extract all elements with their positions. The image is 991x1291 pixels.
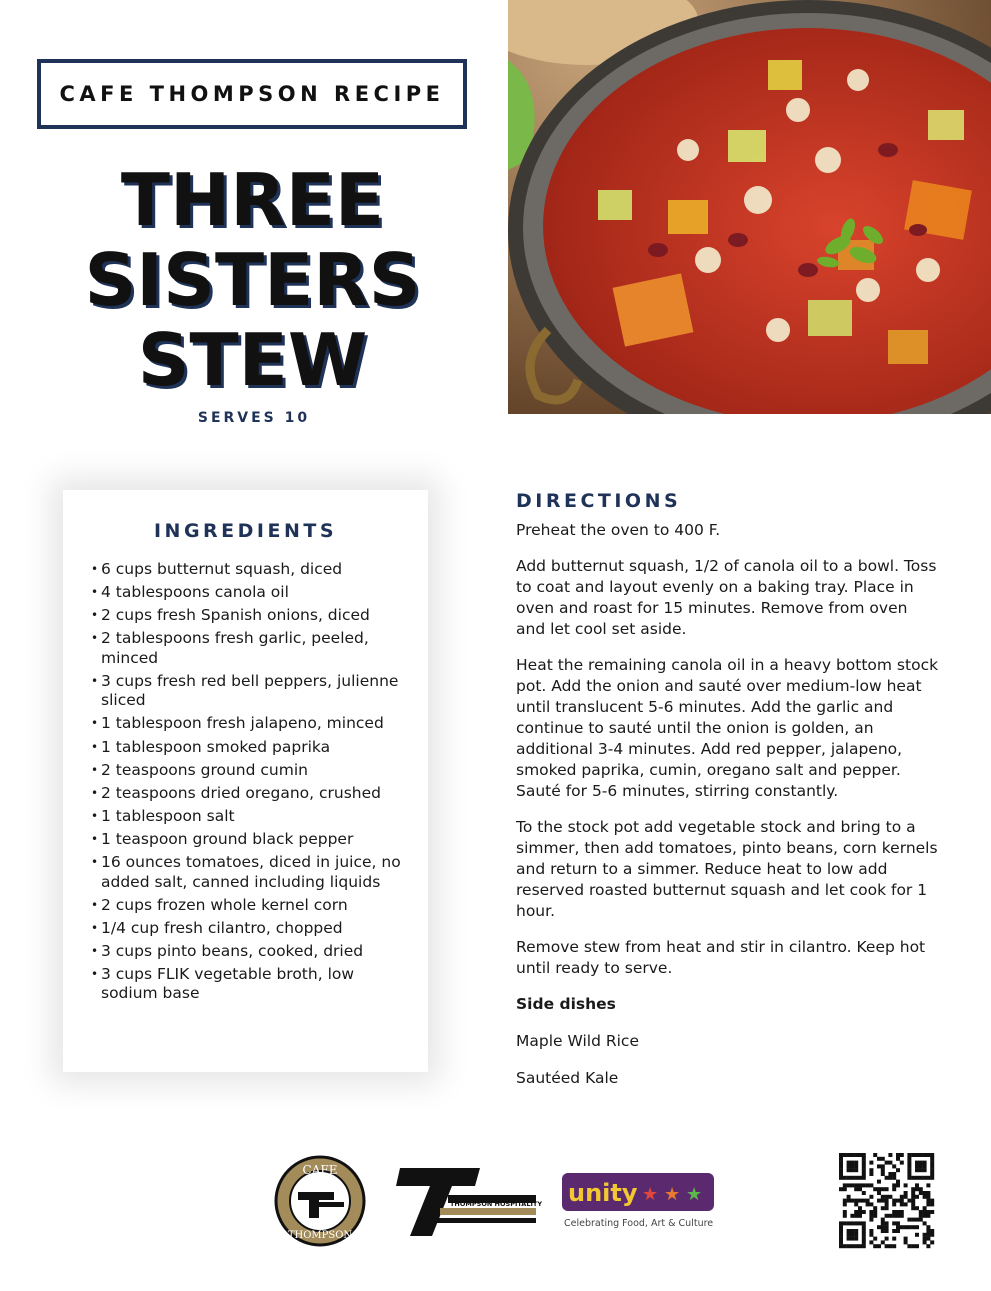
- star-icon: ★: [686, 1184, 703, 1205]
- qr-code-icon[interactable]: [839, 1153, 934, 1248]
- ingredients-card: [63, 490, 428, 1072]
- ingredient-item: • 2 teaspoons ground cumin: [91, 761, 411, 781]
- recipe-label-box: [37, 59, 467, 129]
- direction-step: Heat the remaining canola oil in a heavy bottom stock pot. Add the onion and sauté over medium-low heat until translucent 5-6 minutes. Add the garlic and continue to sauté until the onion is golden, an additional 3-4 minutes. Add red pepper, jalapeno, smoked paprika, cumin, oregano salt and pepper. Sauté for 5-6 minutes, stirring constantly.: [516, 656, 939, 800]
- title-line-1: THREE: [120, 158, 385, 242]
- footer-logos: [0, 1140, 991, 1260]
- ingredient-item: • 1 teaspoon ground black pepper: [91, 830, 411, 850]
- ingredient-item: • 2 tablespoons fresh garlic, peeled, minced: [91, 629, 411, 668]
- unity-tagline: Celebrating Food, Art & Culture: [564, 1218, 714, 1229]
- serves-label: SERVES 10: [197, 410, 311, 426]
- cafe-logo-top-text: CAFE: [302, 1163, 338, 1177]
- ingredient-item: • 2 teaspoons dried oregano, crushed: [91, 784, 411, 804]
- title-line-3: STEW: [137, 318, 368, 402]
- side-dishes-label: Side dishes: [516, 995, 616, 1013]
- ingredients-heading: INGREDIENTS: [153, 520, 338, 542]
- star-icon: ★: [642, 1184, 659, 1205]
- side-dish-item: Maple Wild Rice: [516, 1032, 639, 1050]
- directions-body: [516, 520, 941, 1104]
- stew-photo: [508, 0, 991, 414]
- ingredient-item: • 16 ounces tomatoes, diced in juice, no added salt, canned including liquids: [91, 853, 411, 892]
- recipe-title: [40, 160, 465, 400]
- ingredient-item: • 2 cups fresh Spanish onions, diced: [91, 606, 411, 626]
- ingredients-list: [91, 560, 411, 1008]
- thompson-hospitality-text: THOMPSON HOSPITALITY: [450, 1200, 543, 1208]
- cafe-thompson-logo: [276, 1157, 364, 1245]
- ingredient-item: • 3 cups fresh red bell peppers, julienne sliced: [91, 672, 411, 711]
- direction-step: To the stock pot add vegetable stock and bring to a simmer, then add tomatoes, pinto beans, corn kernels and return to a simmer. Reduce heat to low add reserved roasted butternut squash and let cook for 1 hour.: [516, 818, 938, 920]
- unity-word: unity: [568, 1179, 638, 1207]
- ingredient-item: • 1/4 cup fresh cilantro, chopped: [91, 919, 411, 939]
- ingredient-item: • 6 cups butternut squash, diced: [91, 560, 411, 580]
- ingredient-item: • 1 tablespoon salt: [91, 807, 411, 827]
- star-icon: ★: [664, 1184, 681, 1205]
- ingredient-item: • 3 cups pinto beans, cooked, dried: [91, 942, 411, 962]
- ingredient-item: • 2 cups frozen whole kernel corn: [91, 896, 411, 916]
- direction-step: Add butternut squash, 1/2 of canola oil to a bowl. Toss to coat and layout evenly on a baking tray. Place in oven and roast for 15 minutes. Remove from oven and let cool set aside.: [516, 557, 937, 638]
- unity-logo: [562, 1173, 714, 1229]
- cafe-logo-bottom-text: THOMPSON: [287, 1230, 353, 1241]
- direction-step: Preheat the oven to 400 F.: [516, 521, 721, 539]
- ingredient-item: • 4 tablespoons canola oil: [91, 583, 411, 603]
- ingredient-item: • 1 tablespoon fresh jalapeno, minced: [91, 714, 411, 734]
- directions-heading: DIRECTIONS: [516, 490, 682, 512]
- thompson-hospitality-logo: [396, 1168, 542, 1236]
- recipe-label: CAFE THOMPSON RECIPE: [59, 82, 445, 106]
- title-line-2: SISTERS: [84, 238, 421, 322]
- direction-step: Remove stew from heat and stir in cilantro. Keep hot until ready to serve.: [516, 938, 926, 977]
- ingredient-item: • 3 cups FLIK vegetable broth, low sodium base: [91, 965, 411, 1004]
- ingredient-item: • 1 tablespoon smoked paprika: [91, 738, 411, 758]
- side-dish-item: Sautéed Kale: [516, 1069, 619, 1087]
